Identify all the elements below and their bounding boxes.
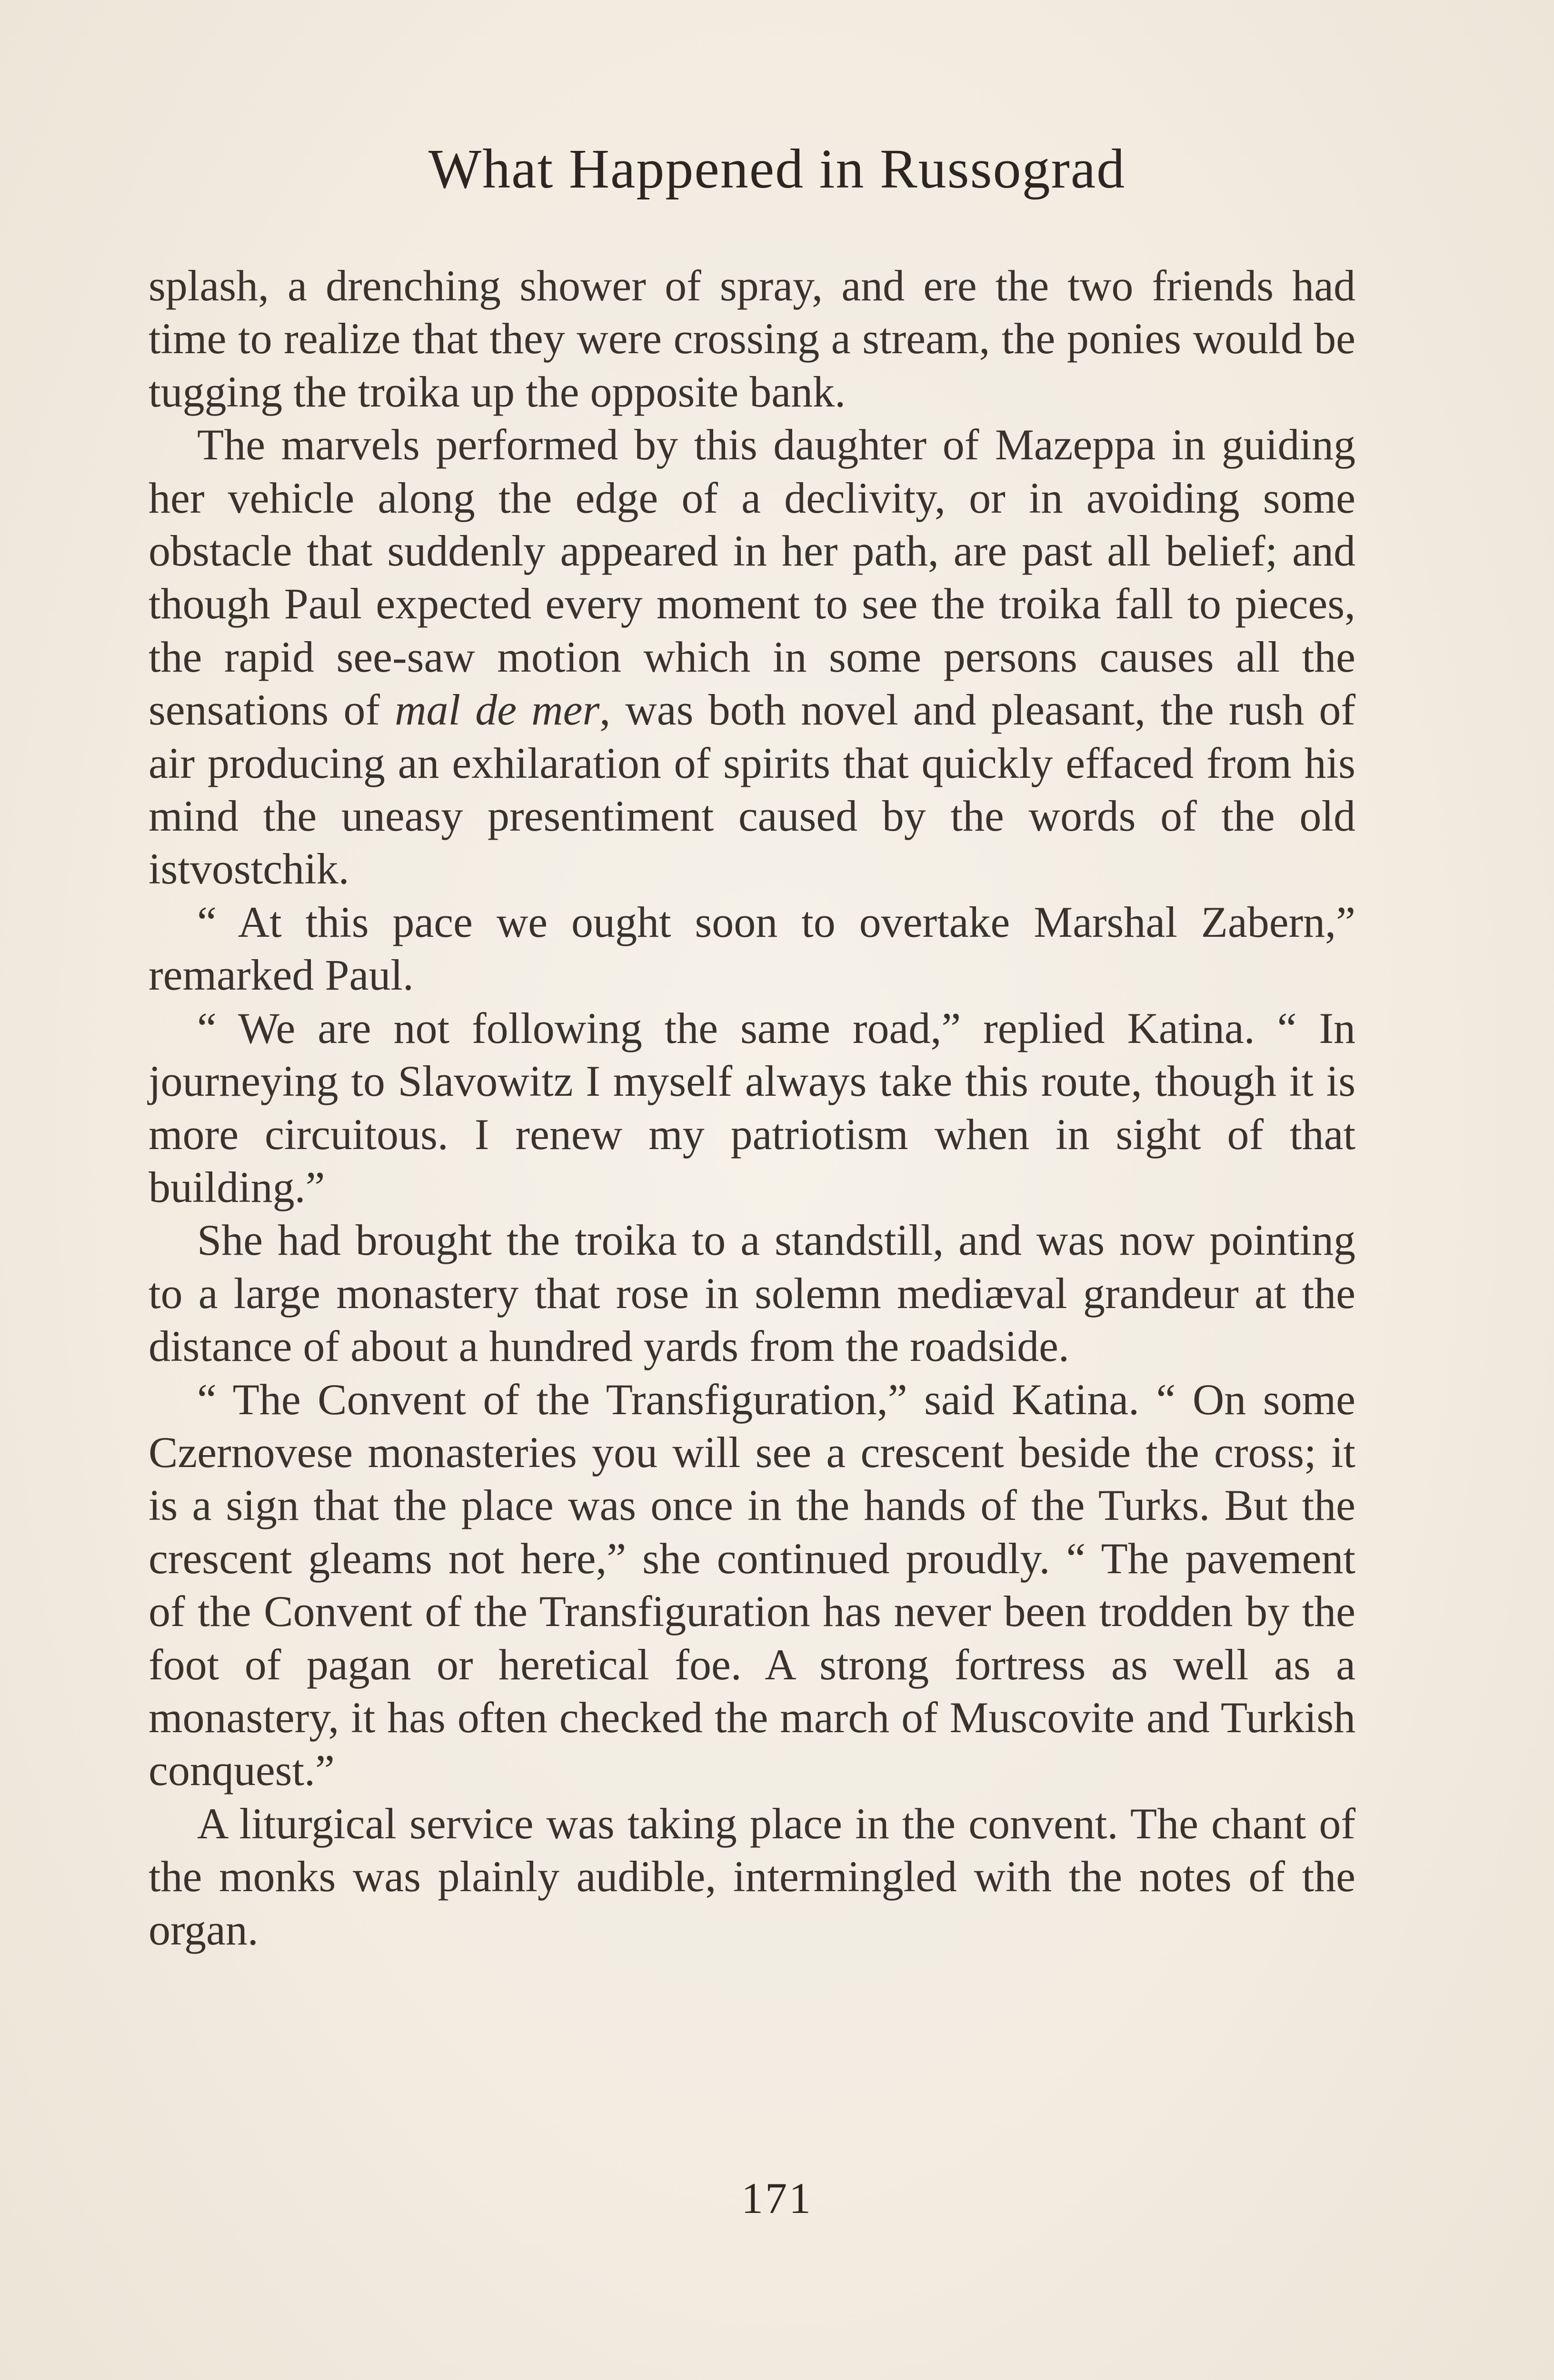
paragraph-2 <box>149 418 1355 896</box>
paragraph-5: She had brought the troika to a standstill, and was now pointing to a large monastery that rose in solemn mediæval grandeur at the distance of about a hundred yards from the roadside. <box>149 1216 1355 1371</box>
paragraph-7: A liturgical service was taking place in the convent. The chant of the monks was plainly audible, intermingled with the notes of the organ. <box>149 1799 1355 1954</box>
italic-phrase: mal de mer <box>395 685 600 734</box>
paragraph-2-text-b: , was both novel and pleasant, the rush of air producing an exhilaration of spirits that quickly effaced from his mind the uneasy presentiment caused by the words of the old istvostchik. <box>149 685 1355 893</box>
paragraph-3: “ At this pace we ought soon to overtake Marshal Zabern,” remarked Paul. <box>149 897 1355 1000</box>
page-number: 171 <box>741 2174 813 2222</box>
paragraph-6: “ The Convent of the Transfiguration,” said Katina. “ On some Czernovese monasteries you will see a crescent beside the cross; it is a sign that the place was once in the hands of the Turks. But the crescent gleams not here,” she continued proudly. “ The pavement of the Convent of the Transfiguration has never been trodden by the foot of pagan or heretical foe. A strong fortress as well as a monastery, it has often checked the march of Muscovite and Turkish conquest.” <box>149 1375 1355 1795</box>
paragraph-4: “ We are not following the same road,” replied Katina. “ In journeying to Slavowitz I myself always take this route, though it is more circuitous. I renew my patriotism when in sight of that building.” <box>149 1003 1355 1211</box>
paragraph-2-text-a: The marvels performed by this daughter of Mazeppa in guiding her vehicle along the edge of a declivity, or in avoiding some obstacle that suddenly appeared in her path, are past all belief; and though Paul expected every moment to see the troika fall to pieces, the rapid see-saw motion which in some persons causes all the sensations of <box>149 420 1355 734</box>
body-text <box>149 259 1355 1956</box>
paragraph-1: splash, a drenching shower of spray, and ere the two friends had time to realize that they were crossing a stream, the ponies would be tugging the troika up the opposite bank. <box>149 261 1355 416</box>
running-head: What Happened in Russograd <box>428 138 1126 200</box>
